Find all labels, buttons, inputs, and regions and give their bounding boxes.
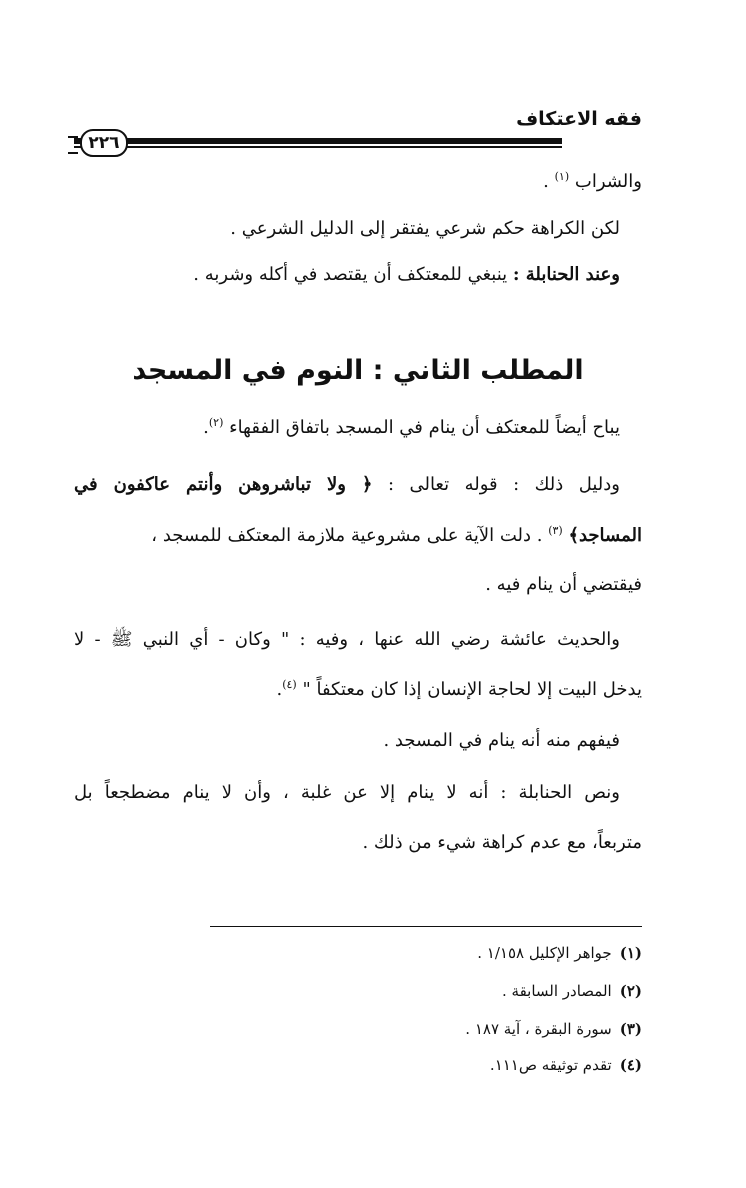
section-title: المطلب الثاني : النوم في المسجد bbox=[132, 355, 584, 386]
footnote: (٢)المصادر السابقة . bbox=[502, 982, 642, 1000]
footnote-divider bbox=[210, 926, 642, 927]
quran-verse: ﴿ ولا تباشروهن وأنتم عاكفون في bbox=[74, 474, 373, 495]
footnote-ref: (٤) bbox=[282, 678, 297, 691]
body-line: والحديث عائشة رضي الله عنها ، وفيه : " وكان - أي النبي ﷺ - لا bbox=[74, 629, 620, 650]
quran-verse: المساجد﴾ bbox=[568, 525, 642, 546]
footnote: (٣)سورة البقرة ، آية ١٨٧ . bbox=[465, 1020, 642, 1038]
footnote: (١)جواهر الإكليل ١/١٥٨ . bbox=[477, 944, 642, 962]
body-line: والشراب $^{(١)}$ . bbox=[543, 170, 642, 192]
body-line: فيقتضي أن ينام فيه . bbox=[485, 574, 642, 595]
body-line: ونص الحنابلة : أنه لا ينام إلا عن غلبة ، وأن لا ينام مضطجعاً بل bbox=[74, 782, 620, 803]
body-line: متربعاً، مع عدم كراهة شيء من ذلك . bbox=[362, 832, 642, 853]
body-line: لكن الكراهة حكم شرعي يفتقر إلى الدليل الشرعي . bbox=[230, 218, 620, 239]
page-number: ٢٢٦ bbox=[80, 129, 128, 157]
footnote-ref: (١) bbox=[554, 170, 570, 183]
header-rule bbox=[74, 138, 562, 144]
body-line: وعند الحنابلة : ينبغي للمعتكف أن يقتصد في أكله وشربه . bbox=[193, 264, 620, 285]
body-line: المساجد﴾ $^{(٣)}$ . دلت الآية على مشروعية ملازمة المعتكف للمسجد ، bbox=[151, 524, 642, 546]
running-title: فقه الاعتكاف bbox=[516, 108, 642, 130]
body-line: ودليل ذلك : قوله تعالى : ﴿ ولا تباشروهن وأنتم عاكفون في bbox=[74, 474, 620, 495]
footnote: (٤)تقدم توثيقه ص١١١. bbox=[489, 1056, 642, 1074]
footnote-ref: (٣) bbox=[548, 524, 563, 537]
body-line: فيفهم منه أنه ينام في المسجد . bbox=[383, 730, 620, 751]
page-header bbox=[74, 108, 642, 152]
header-rule-thin bbox=[74, 146, 562, 148]
header-rule-end bbox=[68, 136, 78, 154]
body-line: يدخل البيت إلا لحاجة الإنسان إذا كان معتكفاً " $^{(٤)}$. bbox=[276, 678, 642, 700]
footnote-ref: (٢) bbox=[208, 416, 224, 429]
body-line: يباح أيضاً للمعتكف أن ينام في المسجد باتفاق الفقهاء $^{(٢)}$. bbox=[203, 416, 620, 438]
